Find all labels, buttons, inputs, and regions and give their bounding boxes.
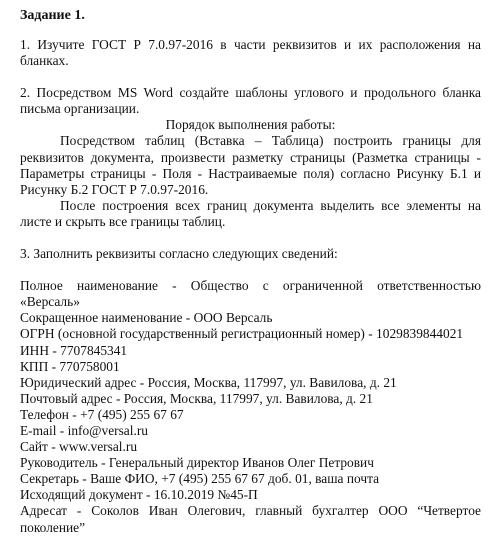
email: E-mail - info@versal.ru [20, 422, 148, 438]
kpp: КПП - 770758001 [20, 358, 120, 374]
task1-line-1: 1. Изучите ГОСТ Р 7.0.97-2016 в части реквизитов и их расположения на [20, 37, 481, 52]
full-name-line-2: «Версаль» [20, 294, 80, 310]
legal-address: Юридический адрес - Россия, Москва, 117997, ул. Вавилова, д. 21 [20, 374, 397, 390]
postal-address: Почтовый адрес - Россия, Москва, 117997, ул. Вавилова, д. 21 [20, 390, 373, 406]
addressee-line-1: Адресат - Соколов Иван Олегович, главный бухгалтер ООО “Четвертое [20, 503, 481, 519]
task1-line-2: бланках. [20, 53, 69, 69]
document-title: Задание 1. [20, 8, 85, 23]
task3-heading: 3. Заполнить реквизиты согласно следующих сведений: [20, 246, 338, 262]
procedure-line-3: Параметры страницы - Поля - Настраиваемые поля) согласно Рисунку Б.1 и [20, 165, 481, 181]
procedure-line-6: листе и скрыть все границы таблиц. [20, 213, 226, 229]
task2-line-1: 2. Посредством MS Word создайте шаблоны углового и продольного бланка [20, 85, 481, 101]
task2-line-2: письма организации. [20, 101, 140, 117]
addressee-line-2: поколение” [20, 519, 86, 535]
inn: ИНН - 7707845341 [20, 342, 128, 358]
head-of-company: Руководитель - Генеральный директор Иванов Олег Петрович [20, 455, 374, 471]
site: Сайт - www.versal.ru [20, 439, 138, 455]
outgoing-document: Исходящий документ - 16.10.2019 №45-П [20, 487, 258, 503]
ogrn: ОГРН (основной государственный регистрационный номер) - 1029839844021 [20, 326, 464, 342]
procedure-line-5: После построения всех границ документа выделить все элементы на [60, 197, 481, 213]
procedure-line-4: Рисунку Б.2 ГОСТ Р 7.0.97-2016. [20, 181, 209, 197]
secretary: Секретарь - Ваше ФИО, +7 (495) 255 67 67 доб. 01, ваша почта [20, 471, 380, 487]
procedure-heading: Порядок выполнения работы: [165, 117, 336, 133]
short-name: Сокращенное наименование - ООО Версаль [20, 310, 273, 326]
full-name-line-1: Полное наименование - Общество с ограниченной ответственностью [20, 278, 481, 294]
procedure-line-2: реквизитов документа, произвести разметку страницы (Разметка страницы - [20, 149, 481, 165]
phone: Телефон - +7 (495) 255 67 67 [20, 406, 184, 422]
procedure-line-1: Посредством таблиц (Вставка – Таблица) построить границы для [60, 133, 481, 149]
